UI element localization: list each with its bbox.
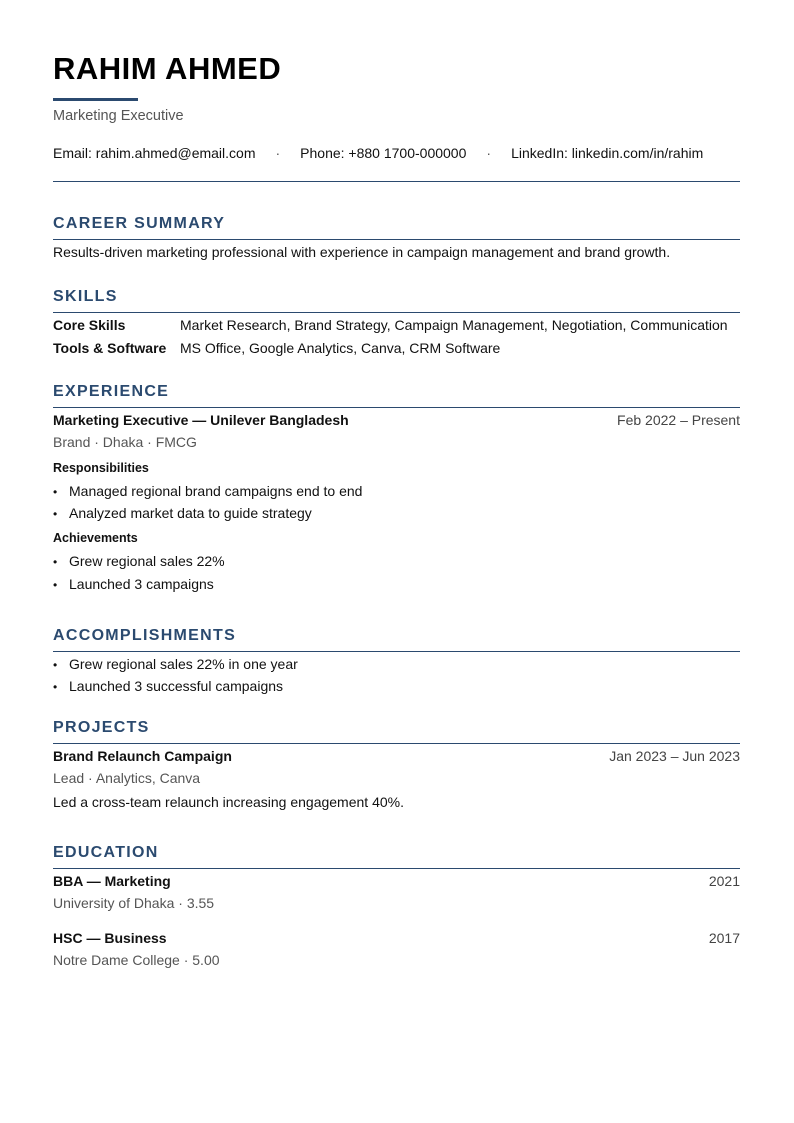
- list-item: • Grew regional sales 22% in one year: [53, 656, 298, 672]
- section-title-skills: SKILLS: [53, 288, 118, 305]
- list-item: • Managed regional brand campaigns end to end: [53, 483, 363, 499]
- project-description: Led a cross-team relaunch increasing engagement 40%.: [53, 794, 404, 810]
- project-dates: Jan 2023 – Jun 2023: [609, 748, 740, 764]
- resume-page: [53, 0, 740, 1123]
- skill-value-tools: MS Office, Google Analytics, Canva, CRM Software: [180, 340, 501, 356]
- section-title-projects: PROJECTS: [53, 719, 150, 736]
- section-title-career-summary: CAREER SUMMARY: [53, 215, 226, 232]
- bullet-icon: •: [53, 680, 58, 694]
- project-name: Brand Relaunch Campaign: [53, 748, 232, 764]
- skill-value-core: Market Research, Brand Strategy, Campaign Management, Negotiation, Communication: [180, 317, 728, 333]
- education-year: 2021: [708, 873, 740, 889]
- contact-line: [53, 144, 740, 162]
- section-title-accomplishments: ACCOMPLISHMENTS: [53, 627, 237, 644]
- skill-label-tools: Tools & Software: [53, 340, 167, 356]
- bullet-icon: •: [53, 485, 58, 499]
- education-degree: BBA — Marketing: [53, 873, 171, 889]
- section-title-education: EDUCATION: [53, 844, 159, 861]
- bullet-icon: •: [53, 658, 58, 672]
- candidate-name: RAHIM AHMED: [53, 51, 282, 86]
- section-divider: [53, 868, 740, 869]
- education-institution: University of Dhaka · 3.55: [53, 895, 215, 911]
- section-divider: [53, 407, 740, 408]
- job-meta: Brand · Dhaka · FMCG: [53, 434, 197, 450]
- section-divider: [53, 312, 740, 313]
- bullet-icon: •: [53, 555, 58, 569]
- contact-separator: ·: [275, 145, 281, 161]
- achievements-label: Achievements: [53, 531, 138, 545]
- name-underline-accent: [53, 98, 138, 101]
- contact-separator: ·: [486, 145, 492, 161]
- skill-label-core: Core Skills: [53, 317, 126, 333]
- job-heading: Marketing Executive — Unilever Bangladesh: [53, 412, 349, 428]
- candidate-role: Marketing Executive: [53, 108, 184, 124]
- contact-email[interactable]: Email: rahim.ahmed@email.com: [53, 145, 256, 161]
- header-divider: [53, 181, 740, 182]
- education-year: 2017: [708, 930, 740, 946]
- list-item: • Launched 3 campaigns: [53, 576, 214, 592]
- bullet-icon: •: [53, 578, 58, 592]
- contact-phone[interactable]: Phone: +880 1700-000000: [300, 145, 467, 161]
- job-dates: Feb 2022 – Present: [617, 412, 740, 428]
- contact-linkedin[interactable]: LinkedIn: linkedin.com/in/rahim: [511, 145, 704, 161]
- list-item: • Launched 3 successful campaigns: [53, 678, 284, 694]
- section-divider: [53, 651, 740, 652]
- section-title-experience: EXPERIENCE: [53, 383, 170, 400]
- education-institution: Notre Dame College · 5.00: [53, 952, 220, 968]
- project-meta: Lead · Analytics, Canva: [53, 770, 201, 786]
- bullet-icon: •: [53, 507, 58, 521]
- responsibilities-label: Responsibilities: [53, 461, 149, 475]
- section-divider: [53, 743, 740, 744]
- list-item: • Analyzed market data to guide strategy: [53, 505, 312, 521]
- career-summary-text: Results-driven marketing professional with experience in campaign management and brand growth.: [53, 244, 671, 260]
- list-item: • Grew regional sales 22%: [53, 553, 225, 569]
- section-divider: [53, 239, 740, 240]
- education-degree: HSC — Business: [53, 930, 167, 946]
